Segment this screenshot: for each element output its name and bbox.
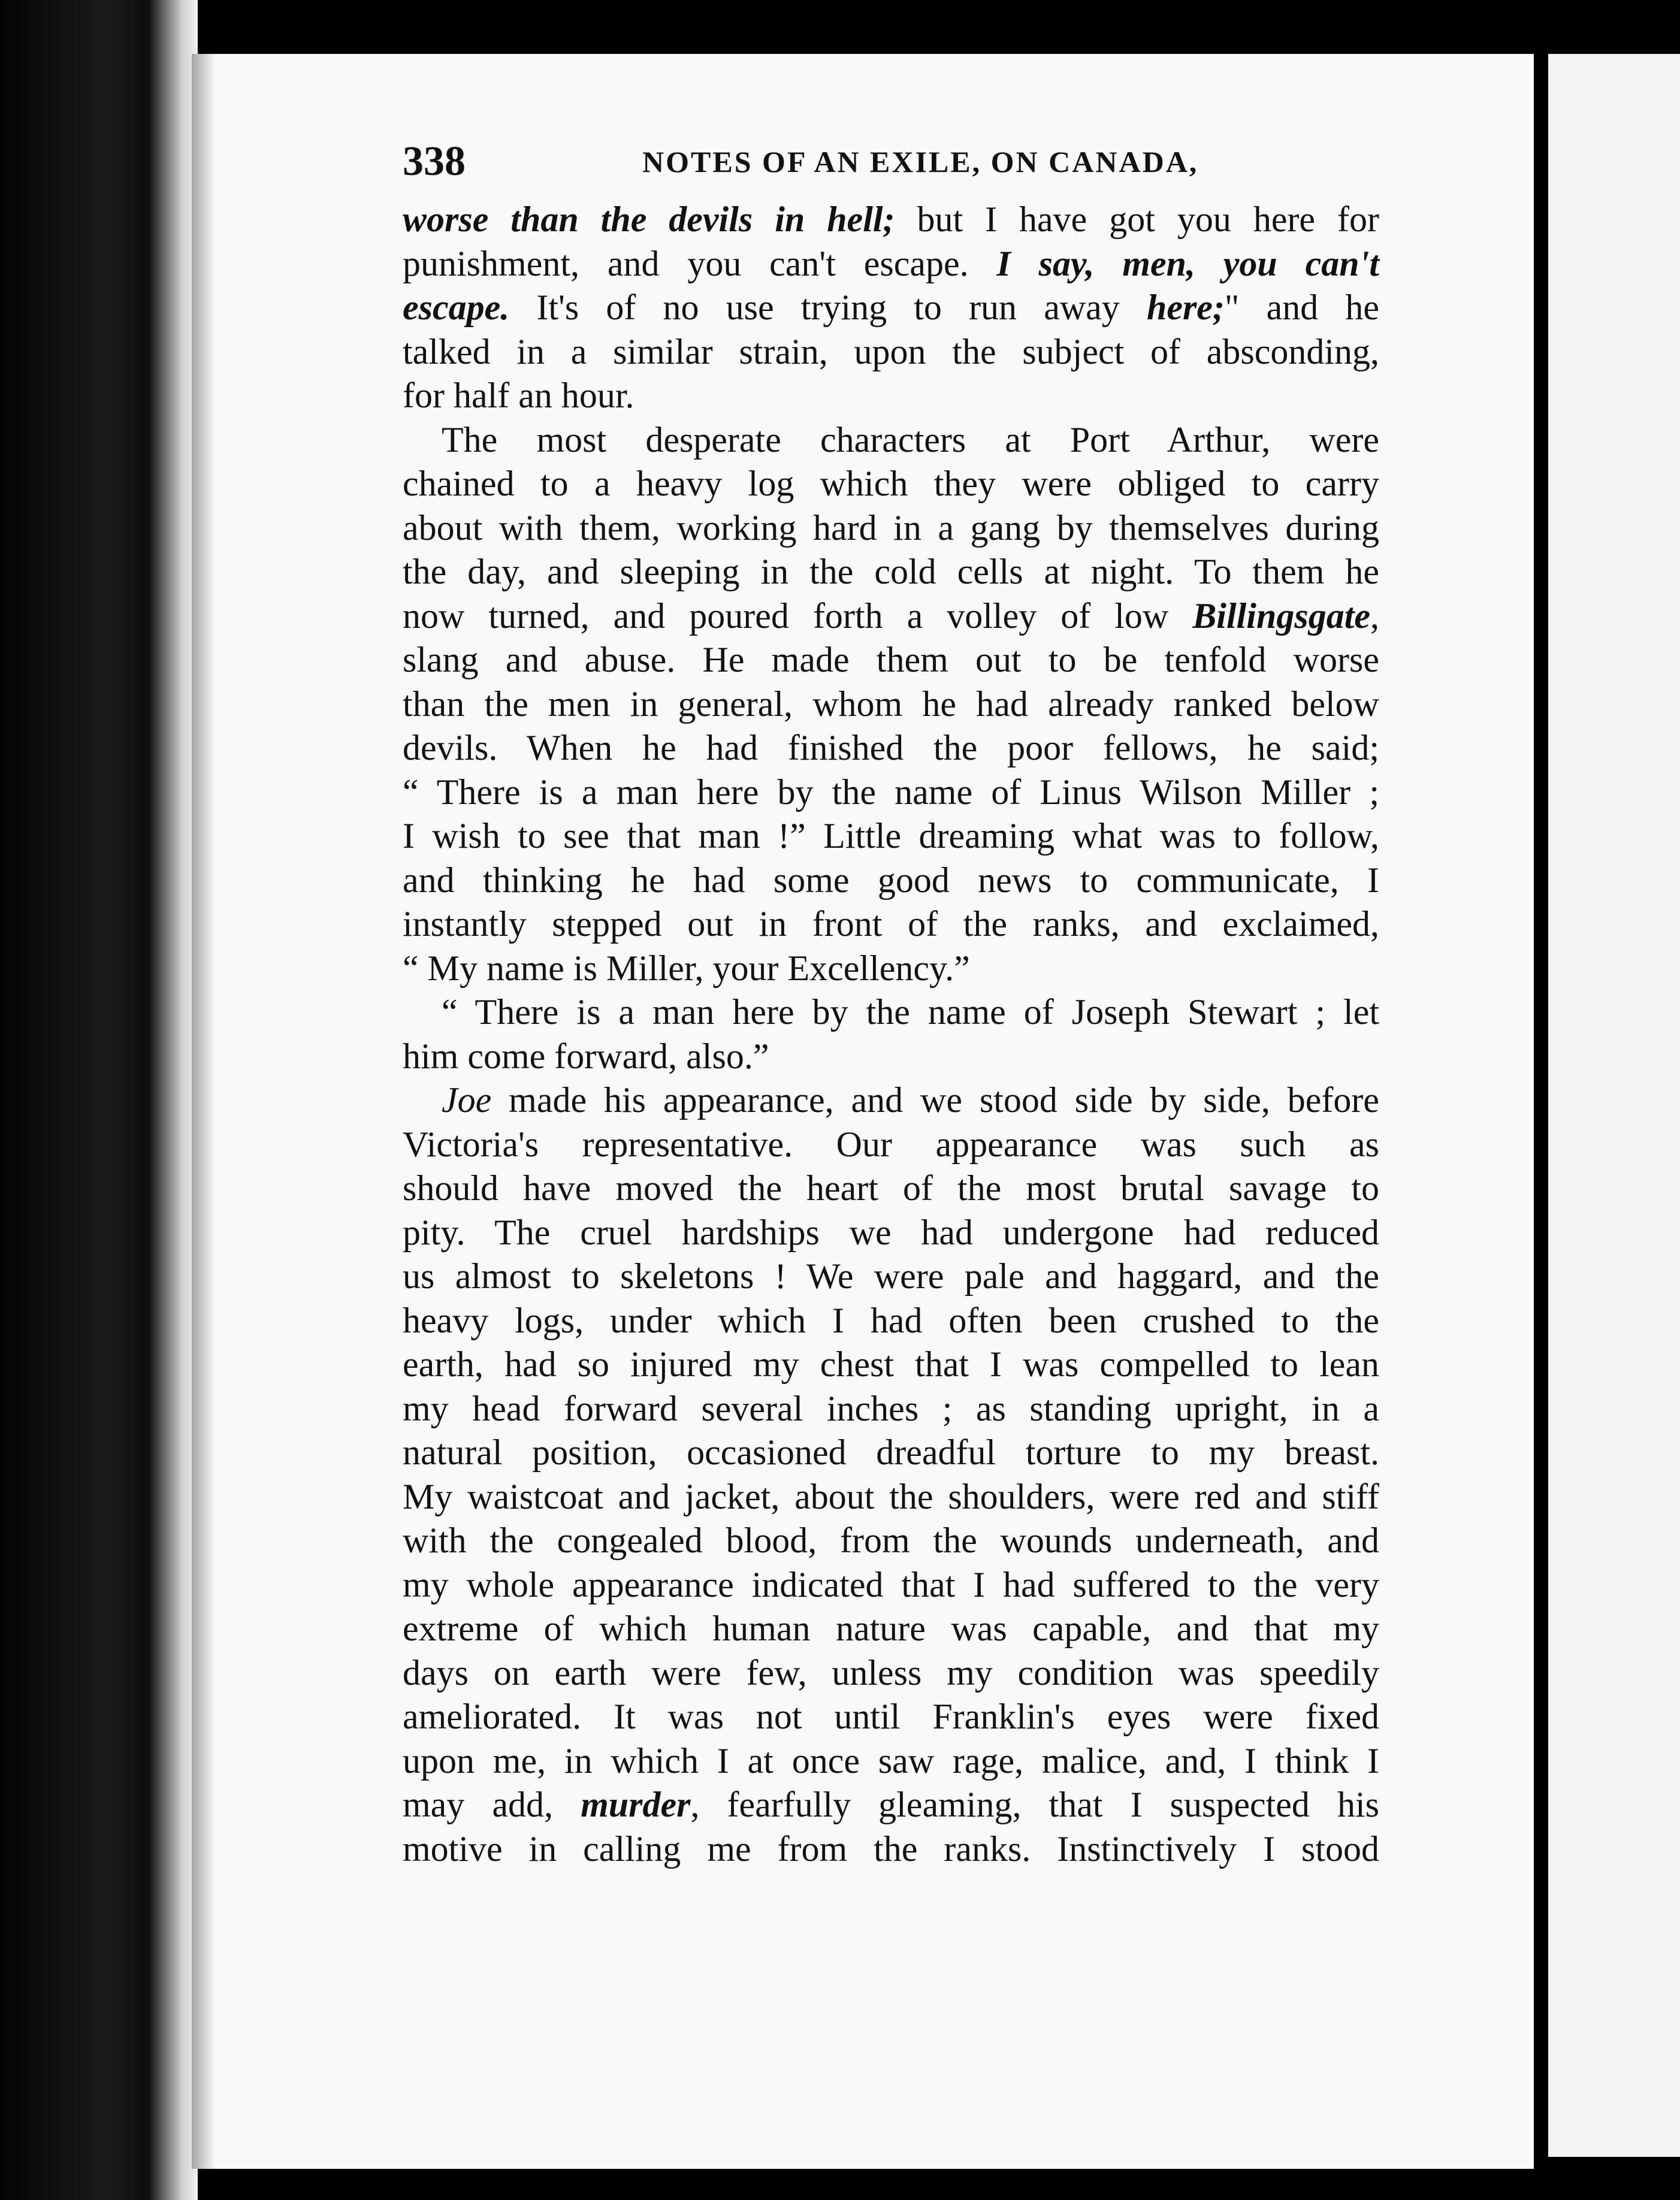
text-line: natural position, occasioned dreadful torture to my breast. — [403, 1433, 1379, 1472]
adjacent-page-edge — [1546, 54, 1680, 2157]
italic-phrase: Billingsgate — [1192, 596, 1370, 636]
page-header — [403, 135, 1379, 189]
page-number: 338 — [403, 138, 466, 185]
text-line: my whole appearance indicated that I had suffered to the very — [403, 1564, 1379, 1604]
text-line: than the men in general, whom he had already ranked below — [403, 684, 1379, 724]
text-line: “ There is a man here by the name of Linus Wilson Miller ; — [403, 772, 1379, 812]
text-run: but I have got you here for — [895, 200, 1379, 239]
text-line: devils. When he had finished the poor fellows, he said; — [403, 728, 1379, 767]
paragraph — [403, 1078, 1379, 1871]
text-line: slang and abuse. He made them out to be tenfold worse — [403, 640, 1379, 679]
text-line: The most desperate characters at Port Arthur, were — [442, 419, 1379, 460]
text-line — [403, 1078, 1379, 1123]
text-line: “ There is a man here by the name of Joseph Stewart ; let — [442, 992, 1379, 1032]
text-line: “ My name is Miller, your Excellency.” — [403, 948, 970, 988]
italic-phrase: Joe — [442, 1080, 492, 1120]
text-line — [403, 242, 1379, 286]
italic-phrase: I say, men, you can't — [996, 243, 1379, 283]
page-divider-line — [1543, 54, 1548, 2157]
text-line: extreme of which human nature was capable, and that my — [403, 1609, 1379, 1648]
text-line: motive in calling me from the ranks. Instinctively I stood — [403, 1829, 1379, 1869]
text-line: us almost to skeletons ! We were pale and haggard, and the — [403, 1256, 1379, 1296]
text-line: ameliorated. It was not until Franklin's eyes were fixed — [403, 1697, 1379, 1736]
text-line: should have moved the heart of the most brutal savage to — [403, 1168, 1379, 1208]
text-line: chained to a heavy log which they were obliged to carry — [403, 464, 1379, 503]
paragraph — [403, 418, 1379, 991]
text-line — [403, 198, 1379, 242]
text-line — [403, 1783, 1379, 1827]
text-line — [403, 286, 1379, 330]
text-run: may add, — [403, 1785, 581, 1824]
italic-phrase: escape. — [403, 288, 510, 327]
italic-phrase: worse than the devils in hell; — [403, 200, 895, 239]
text-run: It's of no use trying to run away — [509, 288, 1147, 327]
text-run: " and he — [1224, 288, 1379, 327]
text-line: pity. The cruel hardships we had undergone had reduced — [403, 1212, 1379, 1252]
text-line: him come forward, also.” — [403, 1036, 769, 1076]
text-run: , — [1370, 596, 1379, 636]
text-line: I wish to see that man !” Little dreaming what was to follow, — [403, 816, 1379, 856]
text-line: earth, had so injured my chest that I was compelled to lean — [403, 1344, 1379, 1384]
gutter-shadow — [192, 54, 216, 2169]
text-line: my head forward several inches ; as standing upright, in a — [403, 1388, 1379, 1428]
running-head: NOTES OF AN EXILE, ON CANADA, — [642, 145, 1199, 179]
text-line: the day, and sleeping in the cold cells at night. To them he — [403, 552, 1379, 591]
body-text — [403, 198, 1379, 1871]
text-line: about with them, working hard in a gang by themselves during — [403, 507, 1379, 548]
text-line: heavy logs, under which I had often been crushed to the — [403, 1300, 1379, 1340]
text-line: and thinking he had some good news to communicate, I — [403, 860, 1379, 900]
text-line: for half an hour. — [403, 376, 634, 415]
italic-phrase: here; — [1146, 288, 1225, 327]
text-run: now turned, and poured forth a volley of low — [403, 596, 1193, 636]
italic-phrase: murder — [581, 1785, 691, 1824]
text-line: Victoria's representative. Our appearance was such as — [403, 1124, 1379, 1164]
text-line: instantly stepped out in front of the ranks, and exclaimed, — [403, 904, 1379, 944]
text-run: , fearfully gleaming, that I suspected his — [690, 1785, 1379, 1824]
text-line — [403, 594, 1379, 639]
text-line: My waistcoat and jacket, about the shoulders, were red and stiff — [403, 1476, 1379, 1516]
text-line: days on earth were few, unless my condition was speedily — [403, 1652, 1379, 1693]
paragraph — [403, 990, 1379, 1078]
book-binding-edge — [0, 0, 198, 2200]
text-run: made his appearance, and we stood side by side, before — [491, 1080, 1379, 1120]
text-line: with the congealed blood, from the wounds underneath, and — [403, 1521, 1379, 1560]
text-line: upon me, in which I at once saw rage, malice, and, I think I — [403, 1740, 1379, 1781]
text-run: punishment, and you can't escape. — [403, 243, 997, 283]
text-line: talked in a similar strain, upon the subject of absconding, — [403, 331, 1379, 371]
paragraph — [403, 198, 1379, 418]
